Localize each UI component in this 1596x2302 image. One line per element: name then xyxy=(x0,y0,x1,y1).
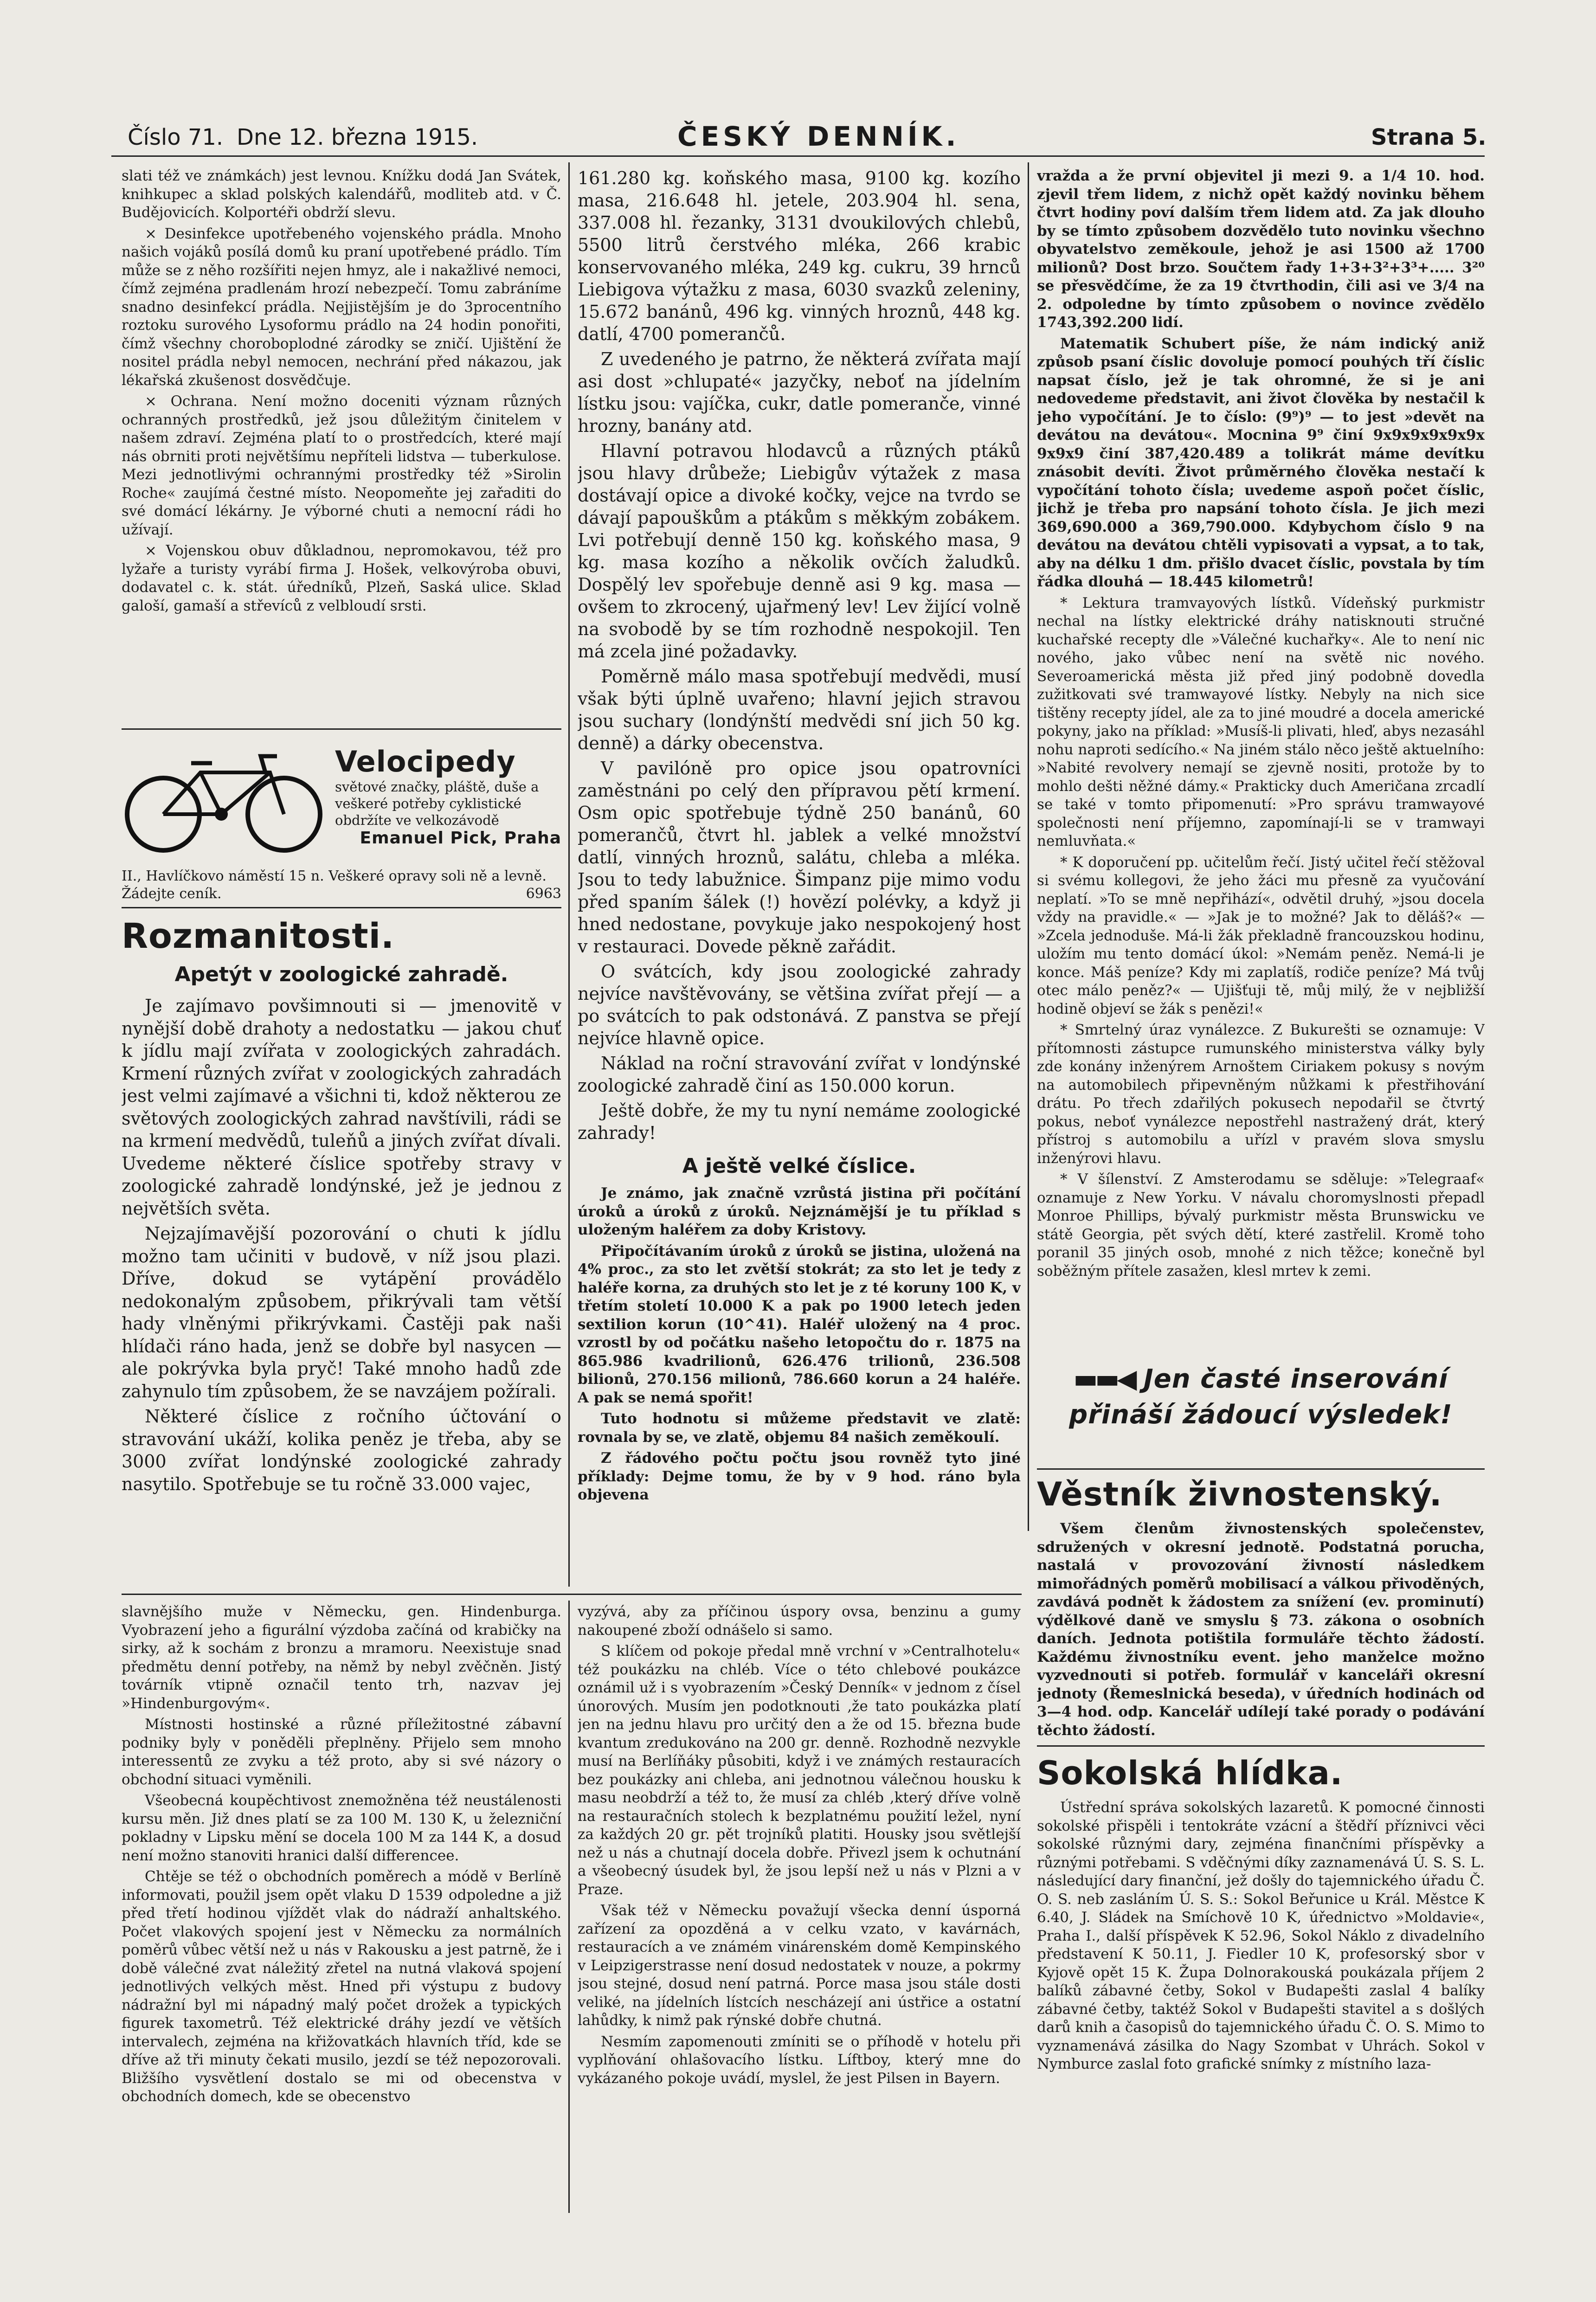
page-number: Strana 5. xyxy=(1371,124,1487,150)
paragraph: × Ochrana. Není možno doceniti význam různých ochranných prostředků, jež jsou důležitým činitelem v našem zdraví. Zejména platí to o prostředcích, které mají nás obrniti proti největšímu nepříteli lidstva — tuberkulose. Mezi jednotlivými ochrannými prostředky též »Sirolin Roche« zaujímá čestné místo. Neopomeňte jej zařaditi do své domácí lékárny. Je výborné chuti a nemocní rádi ho užívají. xyxy=(122,393,561,538)
paragraph: O svátcích, kdy jsou zoologické zahrady nejvíce navštěvovány, se většina zvířat přejí — a po svátcích to pak odstonává. Z panstva se přejí nejvíce hlavně opice. xyxy=(578,961,1021,1048)
bottom-left-column xyxy=(122,1603,561,2206)
paragraph: Z řádového počtu počtu jsou rovněž tyto jiné příklady: Dejme tomu, že by v 9 hod. ráno byla objevena xyxy=(578,1450,1021,1503)
issue-date: Dne 12. března 1915. xyxy=(237,124,478,150)
banner-line-1: ▬▬◀ Jen časté inserování xyxy=(1073,1364,1448,1394)
ad-title: Velocipedy xyxy=(335,745,516,778)
paragraph: slavnějšího muže v Německu, gen. Hindenburga. Vyobrazení jeho a figurální výzdoba začíná od krabičky na sirky, až k sochám z bronzu a mramoru. Neexistuje snad předmětu denní potřeby, na němž by nebyl zvěčněn. Jistý továrník vtipně označil tento trh, nazvav jej »Hindenburgovým«. xyxy=(122,1603,561,1712)
paragraph: Nejzajímavější pozorování o chuti k jídlu možno tam učiniti v budově, v níž jsou plazi. Dříve, dokud se vytápění provádělo nedokonalým způsobem, přikrývali tam větší hady vlněnými přikrývkami. Častěji pak naši hlídači ráno hada, jenž se dobře byl nasycen — ale pokrývka byla pryč! Také mnoho hadů zde zahynulo tím způsobem, že se navzájem požírali. xyxy=(122,1223,561,1402)
paragraph: Náklad na roční stravování zvířat v londýnské zoologické zahradě činí as 150.000 korun. xyxy=(578,1053,1021,1096)
paragraph: S klíčem od pokoje předal mně vrchní v »Centralhotelu« též poukázku na chléb. Více o této chlebové poukázce oznámil už i s vyobrazením »Český Denník« v jednom z čísel únorových. Musím jen podotknouti ,že tato poukázka platí jen na jednu hlavu pro určitý den a že od 15. března bude kvantum zredukováno na 200 gr. denně. Rozhodně nezvykle musí na Berlíňáky působiti, když i ve známých restauracích bez poukázky ani chleba, ani jednotnou válečnou housku k masu neobdrží a též to, že musí za chléb ,který dříve volně na restauračních stolech k bezplatnému použití ležel, nyní za každých 20 gr. pět trojníků platiti. Housky jsou světlejší než u nás a chutnají docela dobře. Přivezl jsem k ochutnání a všeobecný úsudek byl, že jsou lepší než u nás v Plzni a v Praze. xyxy=(578,1643,1021,1898)
bottom-right-column xyxy=(1037,1475,1485,2213)
article-title: Apetýt v zoologické zahradě. xyxy=(174,963,508,986)
ad-address: II., Havlíčkovo náměstí 15 n. Veškeré opravy soli ně a levně. Žádejte ceník. 6963 xyxy=(122,868,561,902)
ad-company: Emanuel Pick, Praha xyxy=(360,829,561,848)
column-1-article xyxy=(122,916,561,1603)
paragraph: * Lektura tramvayových lístků. Vídeňský purkmistr nechal na lístky elektrické dráhy natisknouti stručné kuchařské recepty dle »Válečné kuchařky«. Ale to není nic nového, jako vůbec není na světě nic nového. Severoamerická města již před jiný podobně dovedla zužitkovati své tramwayové lístky. Nebyly na nich sice tištěny recepty jídel, ale za to jiné moudré a docela americké pokyny, jako na příklad: »Musíš-li plivati, hleď, abys nezasáhl nohu naproti sedícího.« Na jiném stálo něco ještě aktuelního: »Nabité revolvery nemají se zjevně nositi, protože by to mohlo dešti něžné dámy.« Prakticky duch Američana zrcadlí se také v tomto připomenutí: »Pro správu tramwayové společnosti není příjemno, zapomínají-li se v tramwayi nemluvňata.« xyxy=(1037,594,1485,849)
banner-line-2: přináší žádoucí výsledek! xyxy=(1069,1400,1453,1430)
paragraph: Matematik Schubert píše, že nám indický aniž způsob psaní číslic dovoluje pomocí pouhých tří číslic napsat číslo, jež je tak ohromné, že si je ani nedovedeme představit, ani život člověka by nestačil k jeho vypočítání. Je to číslo: (9⁹)⁹ — to jest »devět na devátou na devátou«. Mocnina 9⁹ činí 9x9x9x9x9x9x 9x9x9 činí 387,420.489 a tolikrát máme devítku znásobit devíti. Život průměrného člověka nestačí k vypočítání tohoto čísla; uvedeme aspoň počet číslic, jichž je třeba pro napsání tohoto čísla. Je jich mezi 369,690.000 a 369,790.000. Kdybychom číslo 9 na devátou na devátou chtěli vypisovati a vypsat, a to tak, aby na délku 1 dm. přišlo dvacet číslic, povstala by tím řádka dlouhá — 18.445 kilometrů! xyxy=(1037,335,1485,590)
separator-rule xyxy=(122,728,561,730)
paragraph: 161.280 kg. koňského masa, 9100 kg. kozího masa, 216.648 hl. jetele, 203.904 hl. sena, 337.008 hl. řezanky, 3131 dvoukilových chlebů, 5500 litrů čerstvého mléka, 266 krabic konservovaného mléka, 249 kg. cukru, 39 hrnců Liebigova výtažku z masa, 6030 svazků zeleniny, 15.672 banánů, 496 kg. vinných hroznů, 448 kg. datlí, 4700 pomerančů. xyxy=(578,168,1021,344)
separator-rule xyxy=(122,907,561,908)
paragraph: Je zajímavo povšimnouti si — jmenovitě v nynější době drahoty a nedostatku — jakou chuť k jídlu mají zvířata v zoologických zahradách. Krmení různých zvířat v zoologických zahradách jest velmi zajímavé a všichni ti, kdož některou ze světových zoologických zahrad navštívili, rádi se na krmení medvědů, tuleňů a jiných zvířat dívali. Uvedeme některé číslice spotřeby stravy v zoologické zahradě londýnské, jež je jednou z největších světa. xyxy=(122,996,561,1219)
ad-text: světové značky, pláště, duše a veškeré potřeby cyklistické obdržíte ve velkozávodě xyxy=(335,779,539,828)
column-rule xyxy=(568,1601,570,2213)
column-rule xyxy=(1028,162,1029,1531)
paragraph: Z uvedeného je patrno, že některá zvířata mají asi dost »chlupaté« jazyčky, neboť na jídelním lístku jsou: vajíčka, cukr, datle pomeranče, vinné hrozny, banány atd. xyxy=(578,349,1021,436)
masthead: ČESKÝ DENNÍK. xyxy=(677,121,960,152)
separator-rule xyxy=(122,1594,1022,1595)
paragraph: vražda a že první objevitel ji mezi 9. a 1/4 10. hod. zjevil třem lidem, z nichž opět každý novinku během čtvrt hodiny poví dalším třem lidem atd. Za jak dlouho by se tímto způsobem dozvědělo tuto novinku všechno obyvatelstvo zeměkoule, jehož je asi 1500 až 1700 milionů? Dost brzo. Součtem řady 1+3+3²+3³+..... 3²⁰ se přesvědčíme, že za 19 čtvrthodin, čili asi ve 3/4 na 2. odpoledne by tímto způsobem o novince zvědělo 1743,392.200 lidí. xyxy=(1037,167,1485,331)
paragraph: × Desinfekce upotřebeného vojenského prádla. Mnoho našich vojáků posílá domů ku praní upotřebené prádlo. Tím může se z něho rozšířiti nejen hmyz, ale i nakažlivé nemoci, čímž zejména pradlenám hrozí nebezpečí. Tomu zabráníme snadno desinfekcí prádla. Nejjistějším je do 3procentního roztoku surového Lysoformu prádlo na 24 hodin ponořiti, čímž všechny choroboplodné zárodky se zničí. Ujištění že nositel prádla nebyl nemocen, nechrání před nákazou, jak lékařská zkušenost dosvědčuje. xyxy=(122,225,561,389)
section-title-vestnik: Věstník živnostenský. xyxy=(1037,1475,1442,1513)
header-rule xyxy=(111,155,1485,157)
paragraph: Některé číslice z ročního účtování o stravování ukáží, kolika peněz je třeba, aby se 3000 zvířat londýnské zoologické zahrady nasytilo. Spotřebuje se tu ročně 33.000 vajec, xyxy=(122,1406,561,1494)
column-3 xyxy=(1037,167,1485,1355)
paragraph: Místnosti hostinské a různé příležitostné zábavní podniky byly v poněděli přeplněny. Přijelo sem mnoho interessentů ze zvyku a též proto, aby si své názory o obchodní situaci vyměnili. xyxy=(122,1716,561,1788)
section-title-rozmanitosti: Rozmanitosti. xyxy=(122,916,395,956)
separator-rule xyxy=(1037,1745,1485,1747)
paragraph: Všeobecná koupěchtivost znemožněna též neustálenosti kursu měn. Již dnes platí se za 100 M. 130 K, u železniční pokladny v Lipsku mění se docela 100 M za 144 K, a dosud není možno stanoviti hranici další differencee. xyxy=(122,1792,561,1864)
paragraph: Hlavní potravou hlodavců a různých ptáků jsou hlavy drůbeže; Liebigův výtažek z masa dostávají opice a divoké kočky, vejce na tvrdo se dávají papouškům a ptákům s měkkým zobákem. Lvi potřebují denně 150 kg. koňského masa, 9 kg. masa kozího a několik ovčích žaludků. Dospělý lev spořebuje denně asi 9 kg. masa — ovšem to zkrocený, ujařmený lev! Lev žijící volně na svobodě by se tím rozhodně nespokojil. Ten má zcela jiné požadavky. xyxy=(578,441,1021,662)
paragraph: Připočítávaním úroků z úroků se jistina, uložená na 4% proc., za sto let zvětší stokrát; za sto let je tedy z haléře korna, za druhých sto let je z té koruny 100 K, v třetím století 10.000 K a pak po 1900 letech jeden sextilion korun (10^41). Haléř uložený na 4 proc. vzrostl by od počátku našeho letopočtu do r. 1875 na 865.986 kvadrilionů, 626.476 trilionů, 236.508 bilionů, 270.156 milionů, 786.660 korun a 24 haléře. A pak se nemá spořit! xyxy=(578,1242,1021,1406)
paragraph: Poměrně málo masa spotřebují medvědi, musí však býti úplně uvařeno; hlavní jejich stravou jsou suchary (londýnští medvědi sní jich 50 kg. denně) a dárky obecenstva. xyxy=(578,666,1021,753)
paragraph: V pavilóně pro opice jsou opatrovníci zaměstnáni po celý den přípravou pětí krmení. Osm opic spotřebuje týdně 250 banánů, 60 pomerančů, čtvrt hl. jablek a velké množství datlí, vinných hroznů, salátu, chleba a mléka. Jsou to tedy labužnice. Šimpanz pije mimo vodu před spaním šálek (!) hovězí polévky, a když ji hned nedostane, povykuje jako nespokojený host v restauraci. Dovede pěkně zařádit. xyxy=(578,758,1021,957)
bicycle-advertisement xyxy=(122,735,561,907)
column-1-top xyxy=(122,167,561,710)
paragraph: * K doporučení pp. učitelům řečí. Jistý učitel řečí stěžoval si svému kollegovi, že jeho žáci mu přesně za vyučování neplatí. »To se mně nepřihází«, odvětil druhý, »jsou docela vždy na pravidle.« — »Jak je to možné? Jak to děláš?« — »Zcela jednoduše. Má-li žák překladně francouzskou hodinu, uložím mu tento domácí úkol: »Nemám peněz. Nemá-li je konce. Máš peníze? Kdy mi zaplatíš, rodiče peníze? Má tvůj otec málo peněz?« — Ujišťuji tě, můj milý, že v nejbližší hodině objeví se žák s penězi!« xyxy=(1037,854,1485,1017)
column-rule xyxy=(568,162,570,1587)
paragraph: Je známo, jak značně vzrůstá jistina při počítání úroků a úroků z úroků. Nejznámější je tu příklad s uloženým haléřem za doby Kristovy. xyxy=(578,1185,1021,1238)
section-title-sokolska-hlidka: Sokolská hlídka. xyxy=(1037,1754,1343,1792)
advertising-banner xyxy=(1037,1364,1485,1466)
bicycle-icon xyxy=(122,745,326,856)
bottom-middle-column xyxy=(578,1603,1021,2206)
paragraph: Všem členům živnostenských společenstev, sdružených v okresní jednotě. Podstatná porucha, nastalá v provozování živností následkem mimořádných poměrů mobilisací a válkou přivoděných, zavdává podnět k žádostem za snížení (ev. prominutí) výdělkové daně ve smyslu § 73. zákona o osobních daních. Jednota potištila formuláře těchto žádostí. Každému živnostníku event. jeho manželce možno vyzvednouti si potřeb. formulář v kanceláři okresní jednoty (Řemeslnická beseda), v úředních hodinách od 3—4 hod. odp. Kancelář udílejí také porady o podávání těchto žádostí. xyxy=(1037,1520,1485,1739)
article-title: A ještě velké číslice. xyxy=(682,1154,916,1178)
paragraph: Chtěje se též o obchodních poměrech a módě v Berlíně informovati, použil jsem opět vlaku D 1539 odpoledne a již před třetí hodinou vjíždět vlak do nádraží anhaltského. Počet vlakových spojení jest v Německu za normálních poměrů vůbec větší než u nás v Rakousku a jest patrně, že i době válečné zvat náležitý zřetel na nutná vlaková spojení jednotlivých velkých měst. Hned při výstupu z budovy nádražní byl mi nápadný malý počet drožek a typických figurek taxometrů. Též elektrické dráhy jezdí ve větších intervalech, zejména na křižovatkách hlavních tříd, kde se dříve až tři minuty čekati musilo, jezdí se též nepozorovali. Bližšího vysvětlení dostalo se mi od obecenstva v obchodních domech, kde se obecenstvo xyxy=(122,1868,561,2105)
paragraph: Ještě dobře, že my tu nyní nemáme zoologické zahrady! xyxy=(578,1100,1021,1143)
paragraph: vyzývá, aby za příčinou úspory ovsa, benzinu a gumy nakoupené zboží odnášelo si samo. xyxy=(578,1603,1021,1639)
separator-rule xyxy=(1037,1468,1485,1470)
ad-number: 6963 xyxy=(526,886,561,902)
arrow-icon: ▬▬◀ xyxy=(1073,1364,1134,1394)
paragraph: * Smrtelný úraz vynálezce. Z Bukurešti se oznamuje: V přítomnosti zástupce rumunského ministerstva války byly zde konány inženýrem Arnoštem Ciriakem pokusy s novým na automobilech připevněným nůžkami k přestřihování drátu. Po třech zdařilých pokusech nepodařil se čtvrtý pokus, neboť vynálezce nepostřehl nastražený drát, který přístroj s automobilu a uřízl v pravém slova smyslu inženýrovi hlavu. xyxy=(1037,1022,1485,1167)
paragraph: × Vojenskou obuv důkladnou, nepromokavou, též pro lyžaře a turisty vyrábí firma J. Hošek, velkovýroba obuvi, dodavatel c. k. stát. úředníků, Plzeň, Saská ulice. Sklad galoší, gamaší a střevíců z velbloudí srsti. xyxy=(122,542,561,614)
column-2 xyxy=(578,167,1021,1587)
paragraph: Tuto hodnotu si můžeme představit ve zlatě: rovnala by se, ve zlatě, objemu 84 našich zeměkoulí. xyxy=(578,1410,1021,1446)
paragraph: Však též v Německu považují všecka denní úsporná zařízení za opozděná a v celku vzato, v kavárnách, restauracích a ve známém vinárenském domě Kempinského v Leipzigerstrasse není dosud nedostatek v nouze, a pokrmy jsou stejné, dosud není patrná. Porce masa jsou stále dosti veliké, na jídelních lístcích nescházejí ani ústřice a ostatní lahůdky, k nimž pak rýnské dobře chutná. xyxy=(578,1902,1021,2029)
paragraph: Nesmím zapomenouti zmíniti se o příhodě v hotelu při vyplňování ohlašovacího lístku. Líftboy, který mne do vykázaného pokoje uvádí, myslel, že jest Pilsen in Bayern. xyxy=(578,2033,1021,2087)
paragraph: * V šílenství. Z Amsterodamu se sděluje: »Telegraaf« oznamuje z New Yorku. V návalu choromyslnosti přepadl Monroe Phillips, bývalý purkmistr města Brunswicku ve státě Georgia, pět svých dětí, které zastřelil. Kromě toho poranil 35 jiných osob, mnohé z nich těžce; konečně byl soběžným přítele zasažen, klesl mrtev k zemi. xyxy=(1037,1171,1485,1280)
issue-number: Číslo 71. xyxy=(128,124,224,150)
paragraph: Ústřední správa sokolských lazaretů. K pomocné činnosti sokolské přispěli i tentokráte vzácní a štědří příznivci věci sokolské různými dary, zejména finančními příspěvky a různými potřebami. S vděčnými díky zaznamenává Ú. S. S. L. následující dary finanční, jež došly do tajemnického úřadu Č. O. S. neb zasláním Ú. S. S.: Sokol Beřunice u Král. Městce K 6.40, J. Sládek na Smíchově 10 K, úřednictvo »Moldavie«, Praha I., další příspěvek K 52.96, Sokol Náklo z divadelního představení K 50.11, J. Fiedler 10 K, profesorský sbor v Kyjově opět 15 K. Župa Dolnorakouská poukázala příjem 2 balíků zábavné četby, Sokol v Budapešti zaslal 4 balíky zábavné četby, taktéž Sokol v Budapešti stavitel a s došlých darů knih a časopisů do tajemnického úřadu Č. O. S. Mimo to vyznamenává zásilka do Nagy Szombat v Uhrách. Sokol v Nymburce zaslal foto grafické snímky z místního laza- xyxy=(1037,1799,1485,2072)
paragraph: slati též ve známkách) jest levnou. Knížku dodá Jan Svátek, knihkupec a sklad polských kalendářů, modliteb atd. v Č. Budějovicích. Kolportéři obdrží slevu. xyxy=(122,167,561,221)
